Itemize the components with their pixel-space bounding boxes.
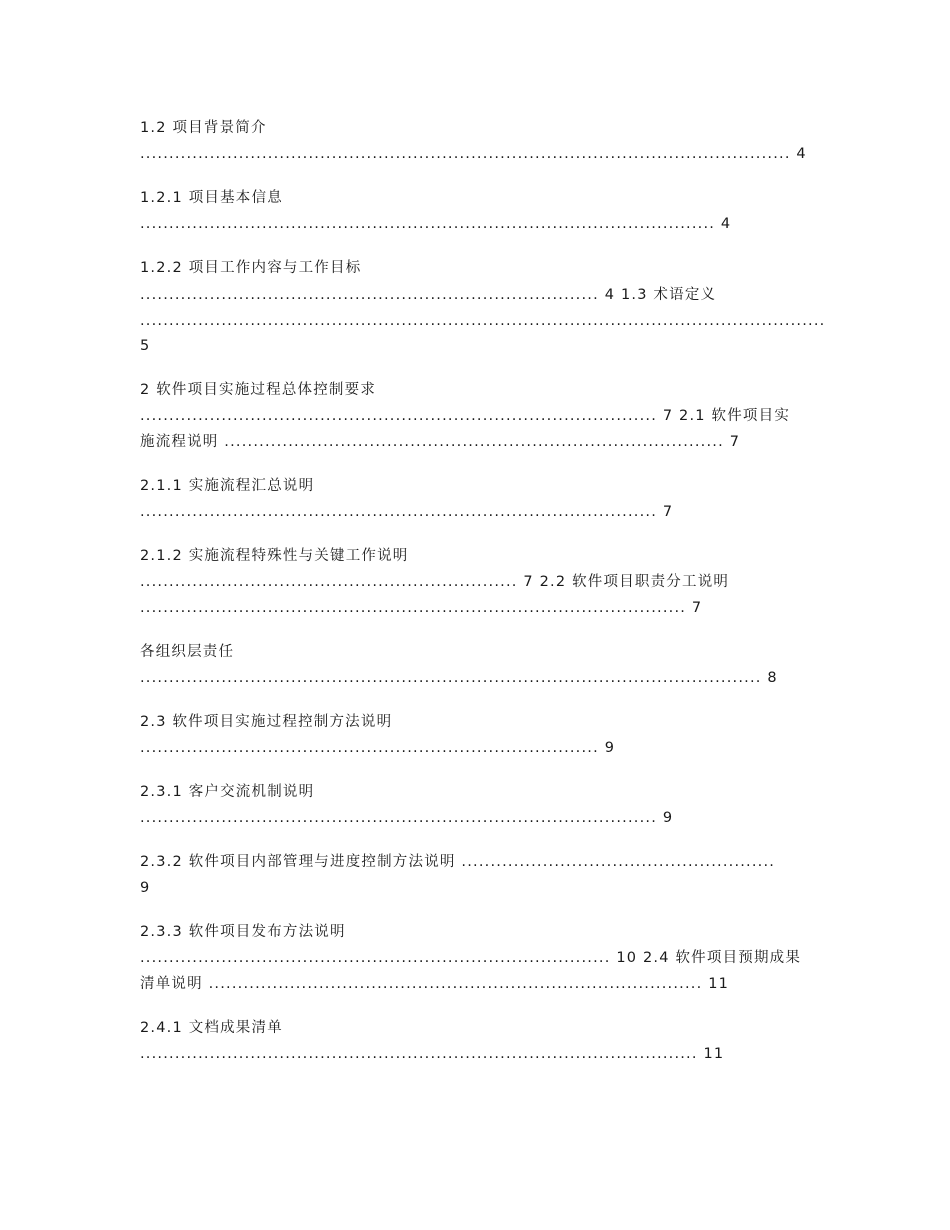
toc-heading-2-3: 2.3 软件项目实施过程控制方法说明 bbox=[140, 714, 393, 730]
toc-heading-1-2-1: 1.2.1 项目基本信息 bbox=[140, 190, 283, 206]
toc-leader-line: ................................................................. 7 2.2 软件项目职责分工说明 bbox=[140, 574, 730, 590]
toc-leader-line: ................................................................................. 10 2.4 软件项目预期成果 bbox=[140, 950, 802, 966]
toc-heading-org-responsibility: 各组织层责任 bbox=[140, 644, 235, 660]
toc-leader-line: ......................................................................................... 7 2.1 软件项目实 bbox=[140, 408, 791, 424]
toc-leader-line: ...................................................................................................................... bbox=[140, 313, 826, 329]
toc-leader-line: ......................................................................................... 9 bbox=[140, 810, 674, 826]
toc-heading-2-3-2: 2.3.2 软件项目内部管理与进度控制方法说明 ...................................................... bbox=[140, 854, 776, 870]
toc-leader-line: ........................................................................................................... 8 bbox=[140, 670, 778, 686]
toc-leader-line: ................................................................................................ 11 bbox=[140, 1046, 725, 1062]
toc-leader-line: ................................................................................................... 4 bbox=[140, 216, 732, 232]
toc-heading-2-1-2: 2.1.2 实施流程特殊性与关键工作说明 bbox=[140, 548, 409, 564]
toc-heading-1-2-2: 1.2.2 项目工作内容与工作目标 bbox=[140, 260, 362, 276]
toc-heading-2-4-1: 2.4.1 文档成果清单 bbox=[140, 1020, 283, 1036]
toc-leader-line: ................................................................................................................ 4 bbox=[140, 146, 807, 162]
toc-leader-line: ............................................................................... 4 1.3 术语定义 bbox=[140, 287, 717, 303]
toc-heading-2-1-1: 2.1.1 实施流程汇总说明 bbox=[140, 478, 315, 494]
toc-page-number: 5 bbox=[140, 338, 151, 354]
toc-leader-line: 施流程说明 ...................................................................................... 7 bbox=[140, 434, 741, 450]
toc-page-number: 9 bbox=[140, 880, 151, 896]
toc-heading-2: 2 软件项目实施过程总体控制要求 bbox=[140, 382, 377, 398]
toc-heading-1-2: 1.2 项目背景简介 bbox=[140, 120, 267, 136]
toc-leader-line: 清单说明 ..................................................................................... 11 bbox=[140, 976, 730, 992]
toc-leader-line: .............................................................................................. 7 bbox=[140, 600, 703, 616]
toc-heading-2-3-1: 2.3.1 客户交流机制说明 bbox=[140, 784, 315, 800]
toc-heading-2-3-3: 2.3.3 软件项目发布方法说明 bbox=[140, 924, 346, 940]
toc-leader-line: ......................................................................................... 7 bbox=[140, 504, 674, 520]
toc-leader-line: ............................................................................... 9 bbox=[140, 740, 616, 756]
